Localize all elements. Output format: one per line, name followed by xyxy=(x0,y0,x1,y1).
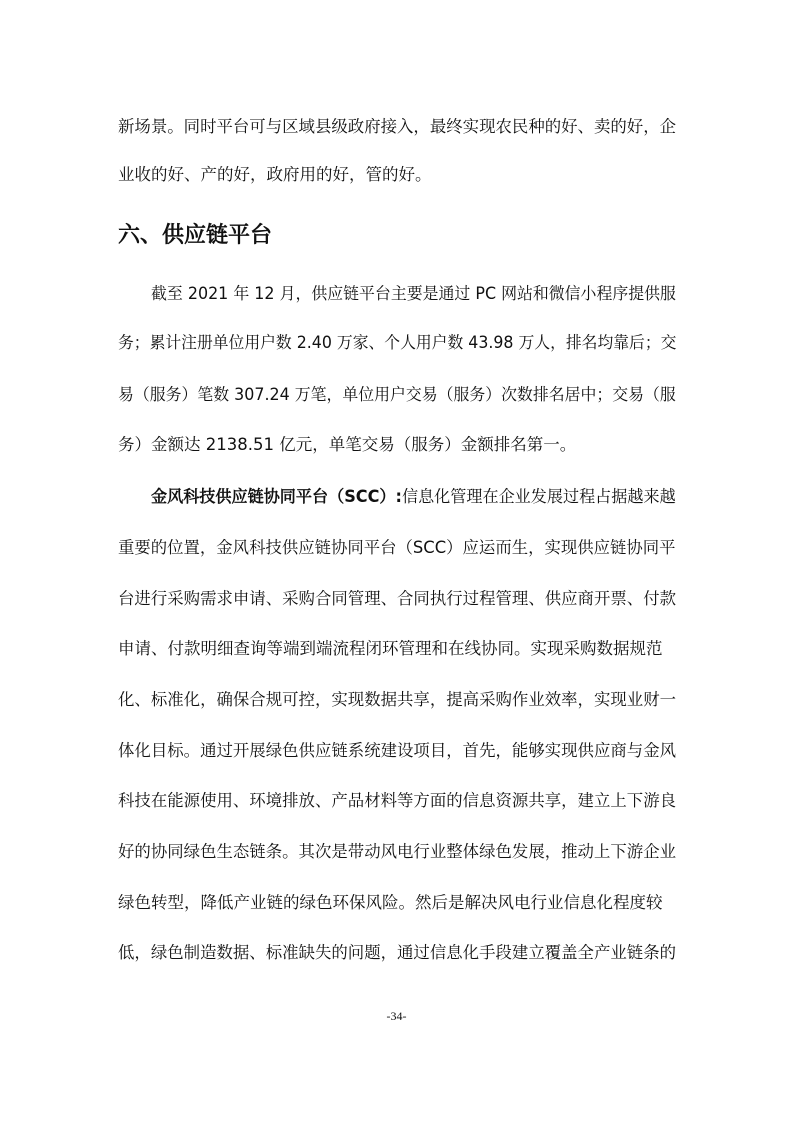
case-line-6: 体化目标。通过开展绿色供应链系统建设项目，首先，能够实现供应商与金风 xyxy=(118,741,677,760)
case-line-10: 低，绿色制造数据、标准缺失的问题，通过信息化手段建立覆盖全产业链条的 xyxy=(118,943,677,962)
case-line-5: 化、标准化，确保合规可控，实现数据共享，提高采购作业效率，实现业财一 xyxy=(118,690,677,709)
case-line-2: 重要的位置，金风科技供应链协同平台（SCC）应运而生，实现供应链协同平 xyxy=(118,538,676,557)
case-bold-lead: 金风科技供应链协同平台（SCC）: xyxy=(151,487,402,506)
stats-line-4: 务）金额达 2138.51 亿元，单笔交易（服务）金额排名第一。 xyxy=(118,435,577,454)
case-line-9: 绿色转型，降低产业链的绿色环保风险。然后是解决风电行业信息化程度较 xyxy=(118,893,663,912)
page-number: -34- xyxy=(386,1009,407,1023)
stats-line-2: 务；累计注册单位用户数 2.40 万家、个人用户数 43.98 万人，排名均靠后；交 xyxy=(118,333,677,352)
case-line-4: 申请、付款明细查询等端到端流程闭环管理和在线协同。实现采购数据规范 xyxy=(118,639,663,658)
case-first-rest: 信息化管理在企业发展过程占据越来越 xyxy=(401,487,676,506)
case-line-7: 科技在能源使用、环境排放、产品材料等方面的信息资源共享，建立上下游良 xyxy=(118,791,677,810)
case-line-1 xyxy=(151,485,676,509)
case-line-8: 好的协同绿色生态链条。其次是带动风电行业整体绿色发展，推动上下游企业 xyxy=(118,842,677,861)
stats-line-1: 截至 2021 年 12 月，供应链平台主要是通过 PC 网站和微信小程序提供服 xyxy=(151,284,676,303)
case-line-3: 台进行采购需求申请、采购合同管理、合同执行过程管理、供应商开票、付款 xyxy=(118,589,677,608)
intro-line-1: 新场景。同时平台可与区域县级政府接入，最终实现农民种的好、卖的好，企 xyxy=(118,117,677,136)
stats-line-3: 易（服务）笔数 307.24 万笔，单位用户交易（服务）次数排名居中；交易（服 xyxy=(118,385,676,404)
intro-line-2: 业收的好、产的好，政府用的好，管的好。 xyxy=(118,165,432,184)
section-heading: 六、供应链平台 xyxy=(118,223,273,248)
